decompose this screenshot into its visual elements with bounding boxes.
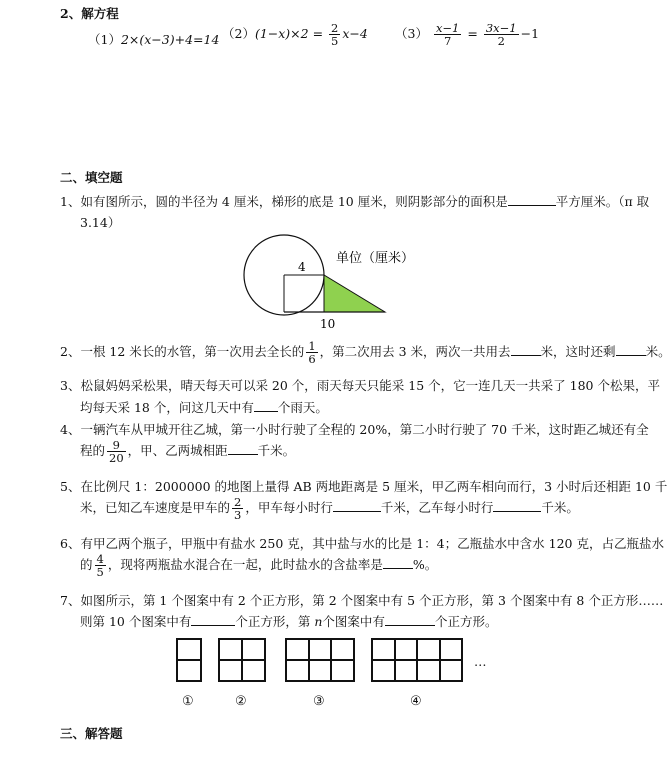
unit-label: 单位（厘米）: [336, 251, 415, 266]
section-fill-blank-title: 二、填空题: [60, 170, 123, 185]
equation-1: （1）2×(x−3)+4=14: [88, 32, 220, 47]
section-solve-title: 三、解答题: [60, 726, 123, 741]
pattern-label-3: ③: [313, 694, 325, 709]
answer-blank[interactable]: [333, 499, 381, 512]
pattern-1: [176, 638, 202, 682]
question-5-line1: 5、在比例尺 1：2000000 的地图上量得 AB 两地距离是 5 厘米，甲乙两车相向而行，3 小时后还相距 10 千: [60, 479, 668, 494]
question-6-line2: 的 $\frac{4}{5}$ ，现将两瓶盐水混合在一起，此时盐水的含盐率是 %。: [80, 552, 438, 580]
pattern-ellipsis: …: [474, 654, 487, 669]
answer-blank[interactable]: [191, 613, 235, 626]
question-3-line1: 3、松鼠妈妈采松果，晴天每天可以采 20 个，雨天每天只能采 15 个，它一连几天一共采了 180 个松果，平: [60, 378, 660, 393]
answer-blank[interactable]: [383, 556, 413, 569]
answer-blank[interactable]: [254, 399, 278, 412]
equation-section-title: 2、解方程: [60, 6, 119, 21]
answer-blank[interactable]: [228, 442, 258, 455]
pattern-2: [218, 638, 266, 682]
pattern-label-4: ④: [410, 694, 422, 709]
question-6-line1: 6、有甲乙两个瓶子，甲瓶中有盐水 250 克，其中盐与水的比是 1：4；乙瓶盐水中含水 120 克，占乙瓶盐水: [60, 536, 664, 551]
shaded-triangle: [324, 275, 385, 312]
base-label: 10: [320, 317, 336, 331]
question-5-line2: 米，已知乙车速度是甲车的 $\frac{2}{3}$ ，甲车每小时行 千米，乙车每小时行 千米。: [80, 495, 579, 523]
question-7-line2: 则第 10 个图案中有 个正方形，第 n个图案中有 个正方形。: [80, 614, 498, 629]
question-1-line2: 3.14）: [80, 215, 121, 230]
question-4-line2: 程的 $\frac{9}{20}$ ，甲、乙两城相距 千米。: [80, 438, 296, 466]
question-1-line1: 1、如有图所示，圆的半径为 4 厘米，梯形的底是 10 厘米，则阴影部分的面积是 平方厘米。（π 取: [60, 194, 650, 209]
pattern-3: [285, 638, 355, 682]
circle-trapezoid-figure: [240, 228, 430, 333]
pattern-label-2: ②: [235, 694, 247, 709]
answer-blank[interactable]: [511, 343, 541, 356]
pattern-label-1: ①: [182, 694, 194, 709]
answer-blank[interactable]: [493, 499, 541, 512]
pattern-4: [371, 638, 463, 682]
question-4-line1: 4、一辆汽车从甲城开往乙城，第一小时行驶了全程的 20%，第二小时行驶了 70 千米，这时距乙城还有全: [60, 422, 649, 437]
question-2: 2、一根 12 米长的水管，第一次用去全长的 $\frac{1}{6}$ ，第二次用去 3 米，两次一共用去 米，这时还剩 米。: [60, 339, 671, 367]
answer-blank[interactable]: [385, 613, 435, 626]
radius-label: 4: [298, 260, 306, 274]
equation-2: （2）(1−x)×2 = $\frac{2}{5}$ x−4: [222, 21, 368, 49]
question-7-line1: 7、如图所示，第 1 个图案中有 2 个正方形，第 2 个图案中有 5 个正方形，第 3 个图案中有 8 个正方形……: [60, 593, 664, 608]
answer-blank[interactable]: [508, 193, 556, 206]
answer-blank[interactable]: [616, 343, 646, 356]
equation-3: （3） $\frac{x-1}{7}$ = $\frac{3x-1}{2}$ −1: [395, 21, 540, 49]
question-3-line2: 均每天采 18 个，问这几天中有 个雨天。: [80, 400, 328, 415]
